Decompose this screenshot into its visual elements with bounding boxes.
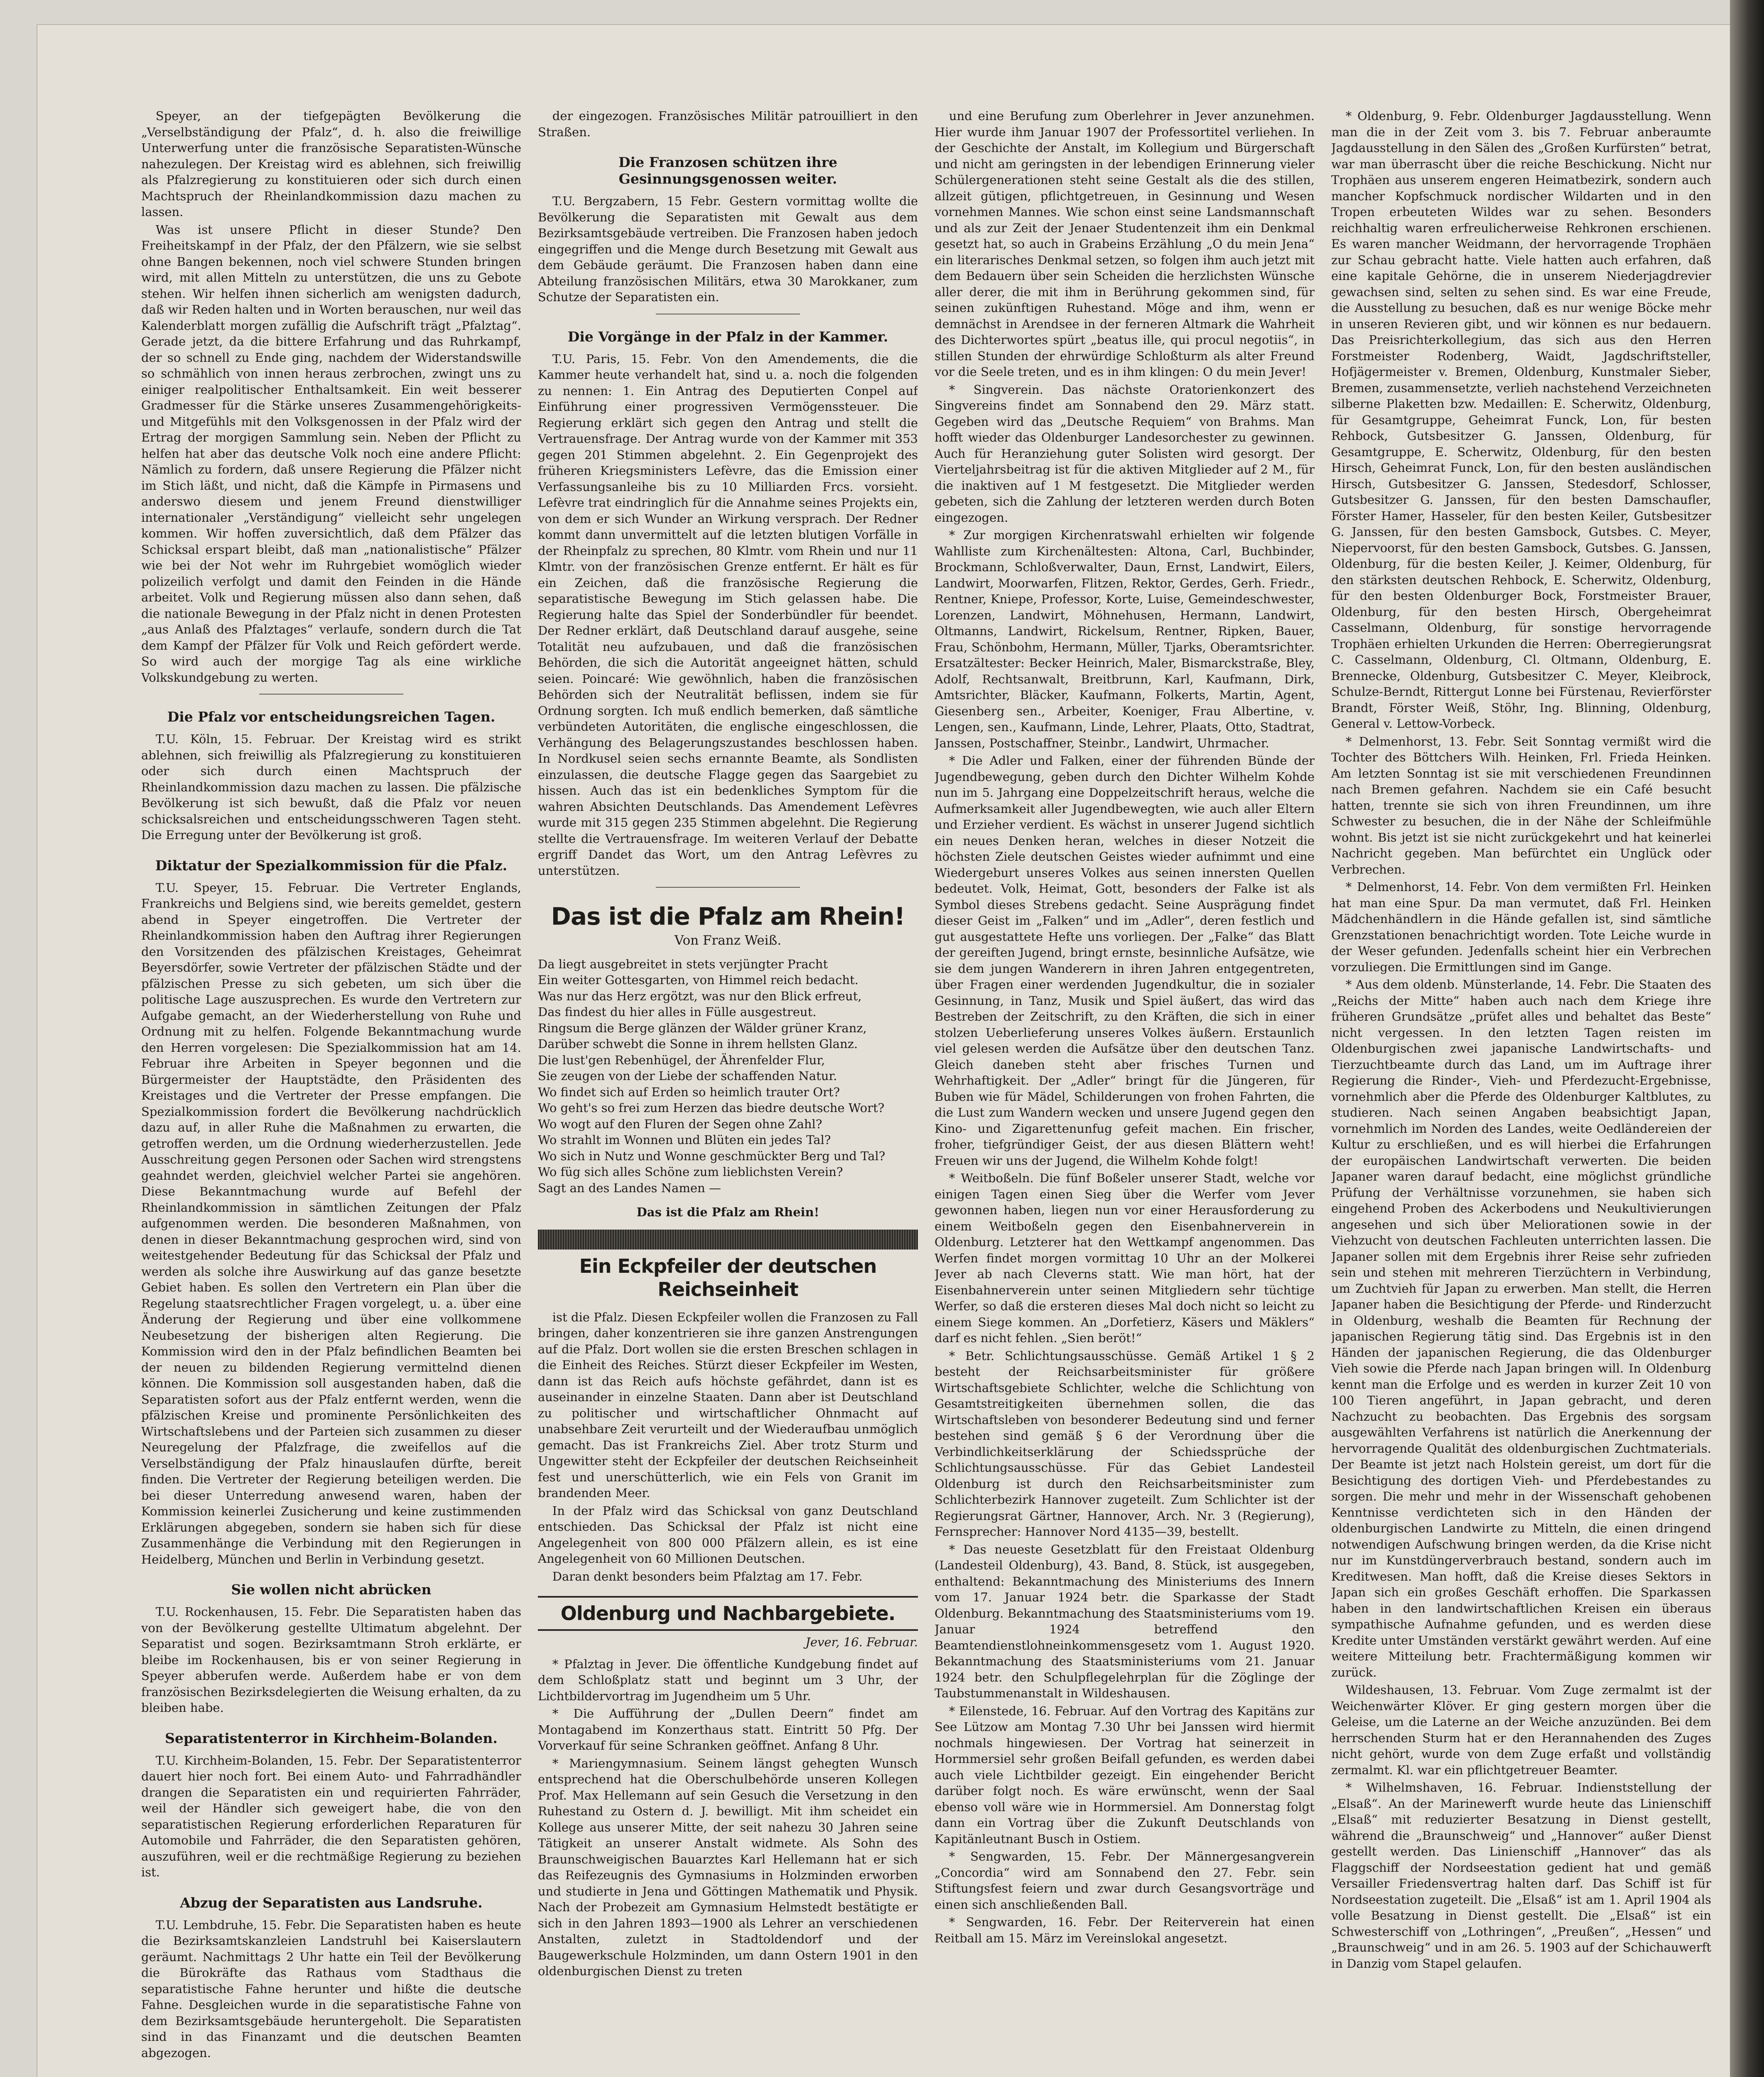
paragraph: * Die Adler und Falken, einer der führenden Bünde der Jugendbewegung, geben durch den Dichter Wilhelm Kohde nun im 5. Jahrgang eine Doppelzeitschrift heraus, welche die Aufmerksamkeit aller Jugendbewegten, wie auch aller Eltern und Erzieher verdient. Es wächst in unserer Jugend sichtlich ein neues Denken heran, welches in dieser Notzeit die höchsten Ziele deutschen Geistes wieder aufnimmt und eine Wiedergeburt unseres Volkes aus seinen innersten Quellen bedeutet. Volk, Heimat, Gott, besonders der Falke ist als Symbol dieses Strebens gedacht. Seine Ausprägung findet dieser Geist im „Falken“ und im „Adler“, deren festlich und gut ausgestattete Hefte uns vorliegen. Der „Falke“ das Blatt der gereiften Jugend, bringt ernste, besinnliche Aufsätze, wie sie dem jungen Wanderern in ihren Jahren entgegentreten, über Fragen einer werdenden Jugendkultur, die in sozialer Gesinnung, in Tanz, Musik und Spiel äußert, das wird das Bestreben der Zeitschrift, zu den Kräften, die sich in einer stolzen Ueberlieferung unseres Volkes äußern. Erstaunlich viel gelesen werden die Aufsätze über den deutschen Tanz. Gleich daneben steht aber frisches Turnen und Wehrhaftigkeit. Der „Adler“ bringt für die Jüngeren, für Buben wie für Mädel, Schilderungen von frohen Fahrten, die die Lust zum Wandern wecken und unsere Jugend gegen den Kino- und Zigarettenunfug gefeit machen. Ein frischer, froher, tiefgründiger Geist, der aus diesen Blättern weht! Freuen wir uns der Jugend, die Wilhelm Kohde folgt! xyxy=(935,754,1315,1168)
headline: Separatistenterror in Kirchheim-Bolanden. xyxy=(165,1730,498,1746)
headline: Abzug der Separatisten aus Landsruhe. xyxy=(180,1894,483,1911)
paragraph: * Aus dem oldenb. Münsterlande, 14. Febr. Die Staaten des „Reichs der Mitte“ haben auch nach dem Kriege ihre früheren Grundsätze „prüfet alles und behaltet das Beste“ nicht vergessen. In den letzten Tagen reisten im Oldenburgischen zwei japanische Landwirtschafts- und Tierzuchtbeamte durch das Land, um im Auftrage ihrer Regierung die Rinder-, Vieh- und Pferdezucht-Ergebnisse, vornehmlich aber die Pferde des Oldenburger Kaltblutes, zu studieren. Nach seinen Angaben beabsichtigt Japan, vornehmlich im Norden des Landes, weite Oedländereien der Kultur zu erschließen, und es will hierbei die Erfahrungen der europäischen Landwirtschaft verwerten. Die beiden Japaner waren darauf bedacht, eine möglichst gründliche Prüfung der Verhältnisse vorzunehmen, sie haben sich eingehend Proben des Ackerbodens und Neukultivierungen angesehen und sich über Meliorationen sowie in der Viehzucht von deutschen Fachleuten unterrichten lassen. Die Japaner sollen mit dem Ergebnis ihrer Reise sehr zufrieden sein und stehen mit mehreren Tierzüchtern in Verbindung, um Zuchtvieh für Japan zu erwerben. Man stellt, die Herren Japaner haben die Besichtigung der Pferde- und Rinderzucht in Oldenburg, weshalb die Beamten für Rechnung der japanischen Regierung tätig sind. Das Ergebnis ist in den Händen der japanischen Regierung, die das Oldenburger Vieh sowie die Pferde nach Japan bringen will. In Oldenburg kennt man die Erfolge und es werden in kurzer Zeit 10 von 100 Tieren angeführt, in Japan gebracht, und deren Nachzucht zu beobachten. Das Ergebnis des sorgsam ausgewählten Verfahrens ist natürlich die Anerkennung der hervorragende Qualität des oldenburgischen Zuchtmaterials. Der Beamte ist jetzt nach Holstein gereist, um dort für die Besichtigung des dortigen Vieh- und Pferdebestandes zu sorgen. Die mehr und mehr in der Wissenschaft gehobenen Kenntnisse verdichteten sich in den Händen der oldenburgischen Landwirte zu Mitteln, die einen dringend notwendigen Aufschwung bringen werden, da die Krise nicht nur im Kunstdüngerverbrauch bestand, sondern auch im Kreditwesen. Man hofft, daß die Kreise dieses Sektors in Japan sich ein großes Geschäft erhoffen. Die Sparkassen haben in den landwirtschaftlichen Kreisen ein überaus sympathische Aufnahme gefunden, und es werden diese Kredite unter Umständen verstärkt gewährt werden. Auf eine weitere Mitteilung betr. Frachtermäßigung kommen wir zurück. xyxy=(1331,977,1711,1679)
poem-line: Darüber schwebt die Sonne in ihrem hellsten Glanz. xyxy=(538,1037,858,1051)
newspaper-page xyxy=(37,25,1730,2077)
poem-line: Ringsum die Berge glänzen der Wälder grüner Kranz, xyxy=(538,1021,867,1035)
paragraph: * Das neueste Gesetzblatt für den Freistaat Oldenburg (Landesteil Oldenburg), 43. Band, 8. Stück, ist ausgegeben, enthaltend: Bekanntmachung des Ministeriums des Innern vom 17. Januar 1924 betr. die Sparkasse der Stadt Oldenburg. Bekanntmachung des Staatsministeriums vom 19. Januar 1924 betreffend den Beamtendienstlohneinkommensgesetz vom 1. August 1920. Bekanntmachung des Staatsministeriums vom 21. Januar 1924 betr. den Schulpflegelehrplan für die Zöglinge der Taubstummenanstalt in Wildeshausen. xyxy=(935,1542,1315,1700)
poem-byline: Von Franz Weiß. xyxy=(674,933,782,948)
poem-line: Die lust'gen Rebenhügel, der Ährenfelder Flur, xyxy=(538,1053,825,1067)
poem-line: Was nur das Herz ergötzt, was nur den Blick erfreut, xyxy=(538,989,862,1003)
column-3 xyxy=(935,108,1315,2077)
heavy-rule xyxy=(538,1230,918,1250)
paragraph: In der Pfalz wird das Schicksal von ganz Deutschland entschieden. Das Schicksal der Pfalz ist nicht eine Angelegenheit von 800 000 Pfälzern allein, es ist eine Angelegenheit von 60 Millionen Deutschen. xyxy=(538,1503,918,1566)
poem-line: Sagt an des Landes Namen — xyxy=(538,1181,721,1195)
paragraph: der eingezogen. Französisches Militär patrouilliert in den Straßen. xyxy=(538,109,918,139)
paragraph: T.U. Speyer, 15. Februar. Die Vertreter Englands, Frankreichs und Belgiens sind, wie bereits gemeldet, gestern abend in Speyer eingetroffen. Die Vertreter der Rheinlandkommission haben den Auftrag ihrer Regierungen den Vorsitzenden des pfälzischen Kreistages, Geheimrat Beyersdörfer, sowie Vertreter der pfälzischen Städte und der pfälzischen Presse zu sich gebeten, um sich über die politische Lage auszusprechen. Es wurde den Vertretern zur Aufgabe gemacht, an der Wiederherstellung von Ruhe und Ordnung mit zu helfen. Folgende Bekanntmachung wurde den Herren vorgelesen: Die Spezialkommission hat am 14. Februar ihre Arbeiten in Speyer begonnen und die Bürgermeister der Hauptstädte, den Präsidenten des Kreistages und die Vertreter der Presse empfangen. Die Spezialkommission fordert die Bevölkerung nachdrücklich dazu auf, in aller Ruhe die Maßnahmen zu erwarten, die getroffen werden, um die Ordnung wiederherzustellen. Jede Ausschreitung gegen Personen oder Sachen wird strengstens geahndet werden, gleichviel welcher Partei sie angehören. Diese Bekanntmachung wurde auf Befehl der Rheinlandkommission in sämtlichen Zeitungen der Pfalz aufgenommen werden. Die besonderen Maßnahmen, von denen in dieser Bekanntmachung gesprochen wird, sind von weitestgehender Bedeutung für das Schicksal der Pfalz und werden als solche ihre Auswirkung auf das ganze besetzte Gebiet haben. Es sollen den Vertretern ein Plan über die Regelung staatsrechtlicher Fragen vorgelegt, u. a. über eine Änderung der Regierung und über eine vollkommene Neubesetzung der bisherigen alten Regierung. Die Kommission wird den in der Pfalz befindlichen Beamten bei der neuen zu bildenden Regierung vermittelnd dienen können. Die Kommission soll ausgestanden haben, daß die Separatisten sofort aus der Pfalz entfernt werden, wenn die pfälzischen Kreise und prominente Persönlichkeiten des Wirtschaftslebens und der Parteien sich zusammen zu dieser Neuregelung der Pfalzfrage, die zweifellos auf die Verselbständigung der Pfalz hinauslaufen dürfte, bereit finden. Die Vertreter der Regierung beteiligen werden. Die bei dieser Unterredung anwesend waren, haben der Kommission keinerlei Zusicherung und keine zustimmenden Erklärungen abgegeben, sondern sie haben sich für diese Zusammenhänge die Verbindung mit den Regierungen in Heidelberg, München und Berlin in Verbindung gesetzt. xyxy=(141,880,521,1566)
poem-line: Da liegt ausgebreitet in stets verjüngter Pracht xyxy=(538,957,828,971)
paragraph: Speyer, an der tiefgepägten Bevölkerung die „Verselbständigung der Pfalz“, d. h. also die freiwillige Unterwerfung unter die französische Separatisten-Wünsche nahezulegen. Der Kreistag wird es ablehnen, sich freiwillig als Pfalzregierung zu konstituieren oder sich durch einen Machtspruch der Rheinlandkommission dazu machen zu lassen. xyxy=(141,109,521,219)
dateline: Jever, 16. Februar. xyxy=(805,1635,918,1649)
paragraph: * Betr. Schlichtungsausschüsse. Gemäß Artikel 1 § 2 besteht der Reichsarbeitsminister für größere Wirtschaftsgebiete Schlichter, welche die Schlichtung von Gesamtstreitigkeiten übernehmen sollen, die das Wirtschaftsleben von besonderer Bedeutung sind und ferner bestehen sind gemäß § 6 der Verordnung über die Verbindlichkeitserklärung der Schiedssprüche der Schlichtungsausschüsse. Für das Gebiet Landesteil Oldenburg ist durch den Reichsarbeitsminister zum Schlichterbezirk Hannover zugeteilt. Zum Schlichter ist der Regierungsrat Gärtner, Hannover, Arch. Nr. 3 (Regierung), Fernsprecher: Hannover Nord 4135—39, bestellt. xyxy=(935,1348,1315,1539)
banner-headline: Ein Eckpfeiler der deutschen Reichseinheit xyxy=(579,1255,877,1301)
paragraph: ist die Pfalz. Diesen Eckpfeiler wollen die Franzosen zu Fall bringen, daher konzentrieren sie ihre ganzen Anstrengungen auf die Pfalz. Dort wollen sie die ersten Breschen schlagen in die Einheit des Reiches. Stürzt dieser Eckpfeiler im Westen, dann ist das Reich aufs höchste gefährdet, dann ist es auseinander in einzelne Staaten. Dann aber ist Deutschland zu politischer und wirtschaftlicher Ohnmacht auf unabsehbare Zeit verurteilt und der Wiederaufbau unmöglich gemacht. Das ist Frankreichs Ziel. Aber trotz Sturm und Ungewitter steht der Eckpfeiler der deutschen Reichseinheit fest und unerschütterlich, wie ein Fels von Granit im brandenden Meer. xyxy=(538,1310,918,1500)
poem-line: Ein weiter Gottesgarten, von Himmel reich bedacht. xyxy=(538,973,859,987)
poem-line: Das findest du hier alles in Fülle ausgestreut. xyxy=(538,1005,817,1019)
section-title: Oldenburg und Nachbargebiete. xyxy=(560,1602,895,1625)
paragraph: T.U. Lembdruhe, 15. Febr. Die Separatisten haben es heute die Bezirksamtskanzleien Landstruhl bei Kaiserslautern geräumt. Nachmittags 2 Uhr hatte ein Teil der Bevölkerung die Bürokräfte das Rathaus vom Stadthaus die separatistische Fahne herunter und hißte die deutsche Fahne. Desgleichen wurde in die separatistische Fahne von dem Bezirksamtsgebäude heruntergeholt. Die Separatisten sind in das Finanzamt und die deutschen Beamten abgezogen. xyxy=(141,1917,521,2060)
paragraph: und eine Berufung zum Oberlehrer in Jever anzunehmen. Hier wurde ihm Januar 1907 der Professortitel verliehen. In der Geschichte der Anstalt, im Kollegium und Bürgerschaft und nicht am geringsten in der lebendigen Erinnerung vieler Schülergenerationen steht seine Gestalt als die des stillen, allzeit gütigen, pflichtgetreuen, in Gesinnung und Wesen vornehmen Mannes. Wie schon einst seine Landsmannschaft und als zur Zeit der Jenaer Studentenzeit ihm ein Denkmal gesetzt hat, so auch in Grabeins Erzählung „O du mein Jena“ ein literarisches Denkmal setzen, so folgen ihm auch jetzt mit dem Bedauern über sein Scheiden die herzlichsten Wünsche aller derer, die mit ihm in Berührung gekommen sind, für seinen zukünftigen Ruhestand. Möge and ihm, wenn er demnächst in Arendsee in der ferneren Altmark die Wahrheit des Dichterwortes spürt „beatus ille, qui procul negotiis“, in stillen Stunden der ehrwürdige Schloßturm als alter Freund vor die Seele treten, und es in ihm klingen: O du mein Jever! xyxy=(935,109,1315,379)
paragraph: * Eilenstede, 16. Februar. Auf den Vortrag des Kapitäns zur See Lützow am Montag 7.30 Uhr bei Janssen wird hiermit nochmals hingewiesen. Der Vortrag hat seinerzeit in Hormmersiel sehr großen Beifall gefunden, es werden dabei auch viele Lichtbilder gezeigt. Ein eingehender Bericht darüber folgt noch. Es wäre erwünscht, wenn der Saal ebenso voll wäre wie in Hormmersiel. Am Donnerstag folgt dann ein Vortrag über die Zukunft Deutschlands von Kapitänleutnant Busch in Ostiem. xyxy=(935,1704,1315,1846)
paragraph: * Oldenburg, 9. Febr. Oldenburger Jagdausstellung. Wenn man die in der Zeit vom 3. bis 7. Februar anberaumte Jagdausstellung in den Sälen des „Großen Kurfürsten“ betrat, war man überrascht über die reiche Beschickung. Nicht nur Trophäen aus unserem engeren Heimatbezirk, sondern auch mancher Kopfschmuck nordischer Wildarten und in den Tropen erbeuteten Wildes war zu sehen. Besonders reichhaltig waren erfreulicherweise Rehkronen erschienen. Es waren mancher Weidmann, der hervorragende Trophäen zur Schau gebracht hatte. Viele hatten auch erfahren, daß eine kapitale Gehörne, die in unserem Niederjagdrevier gewachsen sind, selten zu sehen sind. Es war eine Freude, die Ausstellung zu besuchen, daß es nur wenige Böcke mehr in unseren Revieren gibt, und wir können es nur bedauern. Das Preisrichterkollegium, das sich aus den Herren Forstmeister Rodenberg, Waidt, Jagdschriftsteller, Hofjägermeister v. Bremen, Oldenburg, Kunstmaler Sieber, Bremen, zusammensetzte, verlieh nachstehend Verzeichneten silberne Plaketten bzw. Medaillen: E. Scherwitz, Oldenburg, für Gesamtgruppe, Geheimrat Funck, Lon, für besten Rehbock, Gutsbesitzer G. Janssen, Oldenburg, für Gesamtgruppe, E. Scherwitz, Oldenburg, für den besten Hirsch, Geheimrat Funck, Lon, für den besten ausländischen Hirsch, Gutsbesitzer G. Janssen, Stedesdorf, Schlosser, Gutsbesitzer G. Janssen, für den besten Damschaufler, Förster Hamer, Hasseler, für den besten Keiler, Gutsbesitzer G. Janssen, für den besten Gamsbock, Gutsbes. C. Meyer, Niepervoorst, für den besten Gamsbock, Gutsbes. G. Janssen, Oldenburg, für die besten Keiler, J. Keimer, Oldenburg, für den stärksten deutschen Rehbock, E. Scherwitz, Oldenburg, für den besten Oldenburger Bock, Forstmeister Brauer, Oldenburg, für den besten Hirsch, Obergeheimrat Casselmann, Oldenburg, für sonstige hervorragende Trophäen erhielten Urkunden die Herren: Oberregierungsrat C. Casselmann, Oldenburg, Cl. Oltmann, Oldenburg, E. Brennecke, Oldenburg, Gutsbesitzer C. Meyer, Kleibrock, Schulze-Berndt, Rittergut Lonne bei Fürstenau, Revierförster Brandt, Förster Weiß, Stöhr, Ing. Blinning, Oldenburg, General v. Lettow-Vorbeck. xyxy=(1331,109,1711,731)
headline: Sie wollen nicht abrücken xyxy=(231,1581,432,1598)
poem-line: Wo findet sich auf Erden so heimlich trauter Ort? xyxy=(538,1085,840,1099)
paragraph: * Wilhelmshaven, 16. Februar. Indienststellung der „Elsaß“. An der Marinewerft wurde heute das Linienschiff „Elsaß“ mit reduzierter Besatzung in Dienst gestellt, während die „Braunschweig“ und „Hannover“ außer Dienst gestellt werden. Das Linienschiff „Hannover“ das als Flaggschiff der Nordseestation gedient hat und gemäß Versailler Friedensvertrag halten darf. Das Schiff ist für Nordseestation zugeteilt. Die „Elsaß“ ist am 1. April 1904 als volle Besatzung in Dienst gestellt. Die „Elsaß“ ist ein Schwesterschiff von „Lothringen“, „Preußen“, „Hessen“ und „Braunschweig“ und in am 26. 5. 1903 auf der Schichauwerft in Danzig vom Stapel gelaufen. xyxy=(1331,1780,1711,1971)
separator xyxy=(656,887,800,888)
poem-line: Wo sich in Nutz und Wonne geschmückter Berg und Tal? xyxy=(538,1149,886,1163)
poem-title: Das ist die Pfalz am Rhein! xyxy=(551,902,905,930)
paragraph: * Sengwarden, 16. Febr. Der Reiterverein hat einen Reitball am 15. März im Vereinslokal angesetzt. xyxy=(935,1915,1315,1945)
paragraph: Daran denkt besonders beim Pfalztag am 17. Febr. xyxy=(552,1569,863,1584)
paragraph: * Singverein. Das nächste Oratorienkonzert des Singvereins findet am Sonnabend den 29. März statt. Gegeben wird das „Deutsche Requiem“ von Brahms. Man hofft wieder das Oldenburger Landesorchester zu gewinnen. Auch für Heranziehung guter Solisten wird gesorgt. Der Vierteljahrsbeitrag ist für die aktiven Mitglieder auf 2 M., für die inaktiven auf 1 M festgesetzt. Die Mitglieder werden gebeten, sich die Zahlung der letzteren werden durch Boten eingezogen. xyxy=(935,382,1315,525)
paragraph: * Zur morgigen Kirchenratswahl erhielten wir folgende Wahlliste zum Kirchenältesten: Altona, Carl, Buchbinder, Brockmann, Schloßverwalter, Daun, Ernst, Landwirt, Eilers, Landwirt, Moorwarfen, Flitzen, Rektor, Gerdes, Gerh. Friedr., Rentner, Kniepe, Professor, Korte, Luise, Gemeindeschwester, Lorenzen, Landwirt, Möhnehusen, Hermann, Landwirt, Oltmanns, Landwirt, Rickelsum, Rentner, Ripken, Bauer, Frau, Schönbohm, Hermann, Müller, Tjarks, Oberamtsrichter. Ersatzältester: Becker Heinrich, Maler, Bismarckstraße, Bley, Adolf, Rechtsanwalt, Breitbrunn, Karl, Kaufmann, Dirk, Amtsrichter, Bläcker, Kaufmann, Folkerts, Martin, Agent, Giesenberg sen., Arbeiter, Koeniger, Frau Albertine, v. Lengen, sen., Kaufmann, Linde, Lehrer, Plaats, Otto, Stadtrat, Janssen, Postschaffner, Steinbr., Landwirt, Uhrmacher. xyxy=(935,528,1315,750)
paragraph: T.U. Bergzabern, 15 Febr. Gestern vormittag wollte die Bevölkerung die Separatisten mit Gewalt aus dem Bezirksamtsgebäude vertreiben. Die Franzosen haben jedoch eingegriffen und die Menge durch Besetzung mit Gewalt aus dem Gebäude geräumt. Die Franzosen haben dann eine Abteilung französischen Militärs, etwa 30 Marokkaner, zum Schutze der Separatisten ein. xyxy=(538,194,918,304)
text-columns xyxy=(141,108,1711,2077)
poem-line: Wo geht's so frei zum Herzen das biedre deutsche Wort? xyxy=(538,1101,885,1115)
paragraph: T.U. Köln, 15. Februar. Der Kreistag wird es strikt ablehnen, sich freiwillig als Pfalzregierung zu konstituieren oder sich durch einen Machtspruch der Rheinlandkommission dazu machen zu lassen. Die pfälzische Bevölkerung ist sich bewußt, daß die Pfalz vor neuen schicksalsreichen und entscheidungsschweren Tagen steht. Die Erregung unter der Bevölkerung ist groß. xyxy=(141,732,521,842)
paragraph: T.U. Rockenhausen, 15. Febr. Die Separatisten haben das von der Bevölkerung gestellte Ultimatum abgelehnt. Der Separatist und sogen. Bezirksamtmann Stroh erklärte, er bleibe im Rockenhausen, bis er von seiner Regierung in Speyer abberufen werde. Außerdem habe er von dem französischen Bezirksdelegierten die Weisung erhalten, da zu bleiben habe. xyxy=(141,1605,521,1715)
headline: Die Pfalz vor entscheidungsreichen Tagen. xyxy=(167,709,496,725)
section-header xyxy=(538,1596,918,1631)
paragraph: * Pfalztag in Jever. Die öffentliche Kundgebung findet auf dem Schloßplatz statt und beginnt um 3 Uhr, der Lichtbildervortrag im Jugendheim um 5 Uhr. xyxy=(538,1657,918,1703)
poem-line: Wo wogt auf den Fluren der Segen ohne Zahl? xyxy=(538,1117,822,1131)
paragraph: Was ist unsere Pflicht in dieser Stunde? Den Freiheitskampf in der Pfalz, der den Pfälzern, wie sie selbst ohne Bangen bekennen, noch viel schwere Stunden bringen wird, mit allen Mitteln zu unterstützen, die uns zu Gebote stehen. Wir helfen ihnen sicherlich am wenigsten dadurch, daß wir Reden halten und in Worten berauschen, nur weil das Kalenderblatt morgen zufällig die Aufschrift trägt „Pfalztag“. Gerade jetzt, da die bittere Erfahrung und das Ruhrkampf, der so schnell zu Ende ging, nachdem der Widerstandswille so schmählich von innen heraus zerbrochen, zwingt uns zu einiger realpolitischer Enthaltsamkeit. Ein weit besserer Gradmesser für die Stärke unseres Zusammengehörigkeits- und Mitgefühls mit den Volksgenossen in der Pfalz wird der Ertrag der morgigen Sammlung sein. Neben der Pflicht zu helfen hat aber das deutsche Volk noch eine andere Pflicht: Nämlich zu fordern, daß unsere Regierung die Pfälzer nicht im Stich läßt, und nicht, daß die Kämpfe in Pirmasens und anderswo diesem und jenem Freund dienstwilliger internationaler „Verständigung“ vielleicht sehr ungelegen kommen. Wir hoffen zuversichtlich, daß dem Pfälzer das Schicksal erspart bleibt, daß man „nationalistische“ Pfälzer wie bei der Not wehr im Ruhrgebiet womöglich wieder polizeilich verfolgt und damit den Feinden in die Hände arbeitet. Volk und Regierung müssen also dann sehen, daß die nationale Bewegung in der Pfalz nicht in denen Protesten „aus Anlaß des Pfalztages“ verlaufe, sondern durch die Tat dem Kampf der Pfälzer für Volk und Reich gefördert werde. So wird auch der morgige Tag als eine wirkliche Volkskundgebung zu werten. xyxy=(141,222,521,685)
poem-closing: Das ist die Pfalz am Rhein! xyxy=(636,1205,819,1219)
paragraph: * Mariengymnasium. Seinem längst gehegten Wunsch entsprechend hat die Oberschulbehörde unseren Kollegen Prof. Max Hellemann auf sein Gesuch die Versetzung in den Ruhestand zu Ostern d. J. bewilligt. Mit ihm scheidet ein Kollege aus unserer Mitte, der seit nahezu 30 Jahren seine Tätigkeit an unserer Anstalt widmete. Als Sohn des Braunschweigischen Bauarztes Karl Hellemann hat er sich das Reifezeugnis des Gymnasiums in Holzminden erworben und studierte in Jena und Göttingen Mathematik und Physik. Nach der Probezeit am Gymnasium Helmstedt bestätigte er sich in den Jahren 1893—1900 als Lehrer an verschiedenen Anstalten, zuletzt in Stadtoldendorf und der Baugewerkschule Holzminden, um dann Ostern 1901 in den oldenburgischen Dienst zu treten xyxy=(538,1756,918,1978)
column-2 xyxy=(538,108,918,2077)
column-4 xyxy=(1331,108,1711,2077)
poem-line: Wo strahlt im Wonnen und Blüten ein jedes Tal? xyxy=(538,1133,831,1147)
paragraph: * Delmenhorst, 13. Febr. Seit Sonntag vermißt wird die Tochter des Böttchers Wilh. Heinken, Frl. Frieda Heinken. Am letzten Sonntag ist sie mit verschiedenen Freundinnen nach Bremen gefahren. Nachdem sie ein Café besucht hatten, trennte sie sich von ihren Freundinnen, um ihre Schwester zu besuchen, die in der Nähe der Schleifmühle wohnt. Bis jetzt ist sie nicht zurückgekehrt und hat keinerlei Nachricht gegeben. Man befürchtet ein Unglück oder Verbrechen. xyxy=(1331,734,1711,876)
separator xyxy=(259,694,404,695)
paragraph: * Die Aufführung der „Dullen Deern“ findet am Montagabend im Konzerthaus statt. Eintritt 50 Pfg. Der Vorverkauf für seine Schranken geöffnet. Anfang 8 Uhr. xyxy=(538,1706,918,1753)
paragraph: * Delmenhorst, 14. Febr. Von dem vermißten Frl. Heinken hat man eine Spur. Da man vermutet, daß Frl. Heinken Mädchenhändlern in die Hände gefallen ist, sind sämtliche Grenzstationen benachrichtigt worden. Tote Leiche wurde in der Weser gefunden. Jedenfalls scheint hier ein Verbrechen vorzuliegen. Die Ermittlungen sind im Gange. xyxy=(1331,880,1711,974)
paragraph: * Sengwarden, 15. Febr. Der Männergesangverein „Concordia“ wird am Sonnabend den 27. Febr. sein Stiftungsfest feiern und zwar durch Gesangsvorträge und einen sich anschließenden Ball. xyxy=(935,1849,1315,1912)
paragraph: T.U. Kirchheim-Bolanden, 15. Febr. Der Separatistenterror dauert hier noch fort. Bei einem Auto- und Fahrradhändler drangen die Separatisten ein und requirierten Fahrräder, weil der Händler sich geweigert habe, die von den separatistischen Regierung erforderlichen Reparaturen für Automobile und Fahrräder, die den Separatisten gehören, auszuführen, weil er die rechtmäßige Regierung zu beziehen ist. xyxy=(141,1753,521,1879)
book-binding-edge xyxy=(1730,0,1764,2077)
poem-line: Wo füg sich alles Schöne zum lieblichsten Verein? xyxy=(538,1165,843,1179)
headline: Diktatur der Spezialkommission für die Pfalz. xyxy=(155,857,508,874)
column-1 xyxy=(141,108,521,2077)
poem xyxy=(538,956,918,1196)
paragraph: Wildeshausen, 13. Februar. Vom Zuge zermalmt ist der Weichenwärter Klöver. Er ging gestern morgen über die Geleise, um die Laterne an der Weiche anzuzünden. Bei dem herrschenden Sturm hat er den Herannahenden des Zuges nicht gehört, wurde von dem Zuge erfaßt und vollständig zermalmt. Kl. war ein pflichtgetreuer Beamter. xyxy=(1331,1683,1711,1777)
poem-line: Sie zeugen von der Liebe der schaffenden Natur. xyxy=(538,1069,837,1083)
paragraph: * Weitboßeln. Die fünf Boßeler unserer Stadt, welche vor einigen Tagen einen Sieg über die Werfer vom Jever gewonnen haben, liegen nun vor einer Herausforderung zu einem Weitboßeln gegen den Eisenbahnerverein in Oldenburg. Letzterer hat den Wettkampf angenommen. Das Werfen findet morgen vormittag 10 Uhr an der Molkerei Jever ab nach Cleverns statt. Wie man hört, hat der Eisenbahnerverein unter seinen Mitgliedern sehr tüchtige Werfer, so daß die ersteren dieses Mal doch nicht so leicht zu einem Siege kommen. An „Dorfetierz, Käsers und Mäklers“ darf es nicht fehlen. „Sien beröt!“ xyxy=(935,1171,1315,1345)
headline: Die Vorgänge in der Pfalz in der Kammer. xyxy=(567,328,888,345)
headline: Die Franzosen schützen ihre Gesinnungsgenossen weiter. xyxy=(618,154,838,187)
paragraph: T.U. Paris, 15. Febr. Von den Amendements, die die Kammer heute verhandelt hat, sind u. a. noch die folgenden zu nennen: 1. Ein Antrag des Deputierten Conpel auf Einführung einer progressiven Vermögenssteuer. Die Regierung erklärt sich gegen den Antrag und stellt die Vertrauensfrage. Der Antrag wurde von der Kammer mit 353 gegen 201 Stimmen abgelehnt. 2. Ein Gegenprojekt des früheren Kriegsministers Lefèvre, das die Emission einer Verfassungsanleihe bis zu 10 Milliarden Frcs. vorsieht. Lefèvre trat eindringlich für die Annahme seines Projekts ein, von dem er sich Wunder an Wirkung versprach. Der Redner kommt dann unvermittelt auf die letzten blutigen Vorfälle in der Rheinpfalz zu sprechen, 80 Klmtr. vom Rhein und nur 11 Klmtr. von der französischen Grenze entfernt. Er hält es für ein Zeichen, daß die französische Regierung die separatistische Bewegung im Stich gelassen habe. Die Regierung halte das Spiel der Sonderbündler für beendet. Der Redner erklärt, daß Deutschland darauf ausgehe, seine Totalität neu aufzubauen, und daß die französischen Behörden, die sich die Autorität angeeignet hätten, schuld seien. Poincaré: Wie gewöhnlich, haben die französischen Behörden sich der Neutralität beflissen, indem sie für Ordnung sorgten. Ich muß endlich bemerken, daß sämtliche verbündeten Autoritäten, die englische eingeschlossen, die Verhängung des Belagerungszustandes beschlossen haben. In Nordkusel seien sechs ernannte Beamte, als Sondlisten einzulassen, die deutsche Flagge gegen das Saargebiet zu hissen. Auch das ist ein bedenkliches Symptom für die wahren Absichten Deutschlands. Das Amendement Lefèvres wurde mit 315 gegen 235 Stimmen abgelehnt. Die Regierung stellte die Vertrauensfrage. Im weiteren Verlauf der Debatte ergriff Dandet das Wort, um den Antrag Lefèvres zu unterstützen. xyxy=(538,351,918,878)
